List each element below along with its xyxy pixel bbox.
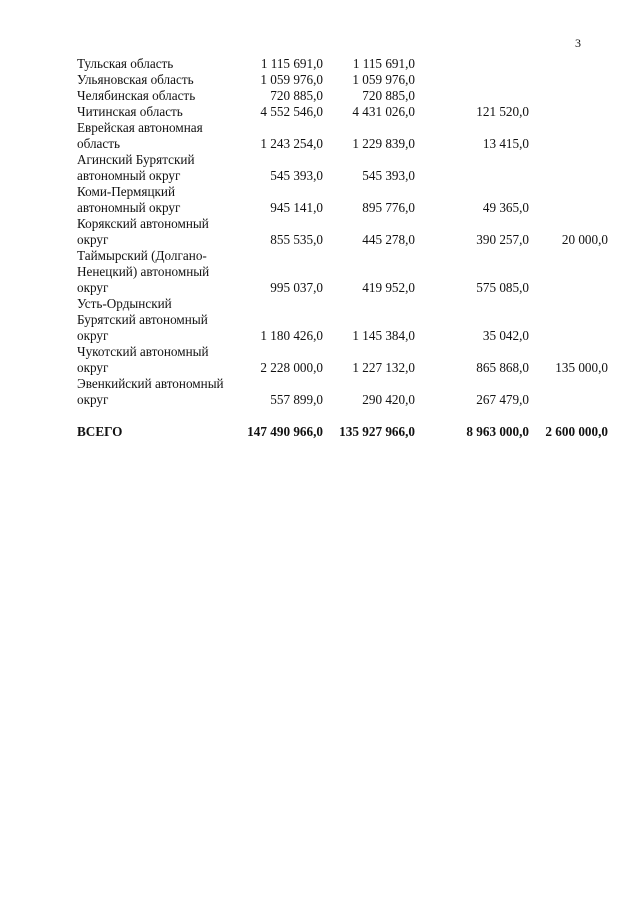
column-2-value: 13 415,0: [482, 136, 529, 151]
column-1-value: 1 145 384,0: [352, 328, 415, 343]
column-2-value: 49 365,0: [482, 200, 529, 215]
column-1-value: 290 420,0: [362, 392, 415, 407]
table-row: [77, 152, 608, 184]
table-row: [77, 376, 608, 408]
total-value: 545 393,0: [270, 168, 323, 183]
table-row: [77, 120, 608, 152]
region-name: Агинский Бурятский автономный округ: [77, 152, 195, 183]
column-3-value: [529, 248, 608, 296]
column-2-value: 865 868,0: [476, 360, 529, 375]
total-value: 557 899,0: [270, 392, 323, 407]
table-row: [77, 56, 608, 72]
total-value: 995 037,0: [270, 280, 323, 295]
column-3-value: [529, 56, 608, 72]
column-2-value: 121 520,0: [476, 104, 529, 119]
column-3-value: [529, 152, 608, 184]
grand-total-value: 147 490 966,0: [247, 424, 323, 439]
column-1-value: 1 059 976,0: [352, 72, 415, 87]
table-row: [77, 184, 608, 216]
column-3-value: [529, 296, 608, 344]
region-name: Усть-Ордынский Бурятский автономный округ: [77, 296, 208, 343]
region-name: Еврейская автономная область: [77, 120, 203, 151]
table-row: [77, 104, 608, 120]
region-name: Челябинская область: [77, 88, 196, 103]
column-3-value: [529, 376, 608, 408]
total-value: 1 115 691,0: [260, 56, 323, 71]
region-name: Таймырский (Долгано-Ненецкий) автономный округ: [77, 248, 210, 295]
column-1-value: 419 952,0: [362, 280, 415, 295]
region-name: Тульская область: [77, 56, 174, 71]
table-row: [77, 296, 608, 344]
column-2-value: 35 042,0: [482, 328, 529, 343]
region-name: Эвенкийский автономный округ: [77, 376, 224, 407]
column-1-value: 4 431 026,0: [352, 104, 415, 119]
column-1-value: 545 393,0: [362, 168, 415, 183]
table-row: [77, 72, 608, 88]
column-1-value: 1 229 839,0: [352, 136, 415, 151]
column-1-value: 1 227 132,0: [352, 360, 415, 375]
column-2-value: [415, 88, 529, 104]
column-3-value: [529, 88, 608, 104]
page-number: 3: [575, 36, 581, 50]
column-1-value: 445 278,0: [362, 232, 415, 247]
column-2-value: [415, 56, 529, 72]
budget-table: [77, 56, 608, 440]
total-value: 855 535,0: [270, 232, 323, 247]
grand-total-row: [77, 408, 608, 440]
total-value: 720 885,0: [270, 88, 323, 103]
region-name: Ульяновская область: [77, 72, 194, 87]
column-2-value: [415, 152, 529, 184]
table-row: [77, 344, 608, 376]
column-2-value: 575 085,0: [476, 280, 529, 295]
total-value: 1 059 976,0: [260, 72, 323, 87]
column-3-value: [529, 120, 608, 152]
table-row: [77, 248, 608, 296]
region-name: Корякский автономный округ: [77, 216, 209, 247]
column-3-value: [529, 184, 608, 216]
region-name: Коми-Пермяцкий автономный округ: [77, 184, 181, 215]
column-3-value: 20 000,0: [561, 232, 608, 247]
column-1-value: 720 885,0: [362, 88, 415, 103]
column-1-value: 895 776,0: [362, 200, 415, 215]
total-value: 2 228 000,0: [260, 360, 323, 375]
region-name: Читинская область: [77, 104, 183, 119]
grand-total-column-2: 8 963 000,0: [466, 424, 529, 439]
table-body: [77, 56, 608, 408]
column-1-value: 1 115 691,0: [352, 56, 415, 71]
column-3-value: 135 000,0: [555, 360, 608, 375]
column-3-value: [529, 104, 608, 120]
column-2-value: [415, 72, 529, 88]
region-name: Чукотский автономный округ: [77, 344, 209, 375]
table-row: [77, 88, 608, 104]
total-value: 1 243 254,0: [260, 136, 323, 151]
column-2-value: 390 257,0: [476, 232, 529, 247]
grand-total-column-1: 135 927 966,0: [339, 424, 415, 439]
total-value: 945 141,0: [270, 200, 323, 215]
table-row: [77, 216, 608, 248]
grand-total-label: ВСЕГО: [77, 424, 123, 439]
total-value: 4 552 546,0: [260, 104, 323, 119]
grand-total-column-3: 2 600 000,0: [545, 424, 608, 439]
column-3-value: [529, 72, 608, 88]
column-2-value: 267 479,0: [476, 392, 529, 407]
total-value: 1 180 426,0: [260, 328, 323, 343]
